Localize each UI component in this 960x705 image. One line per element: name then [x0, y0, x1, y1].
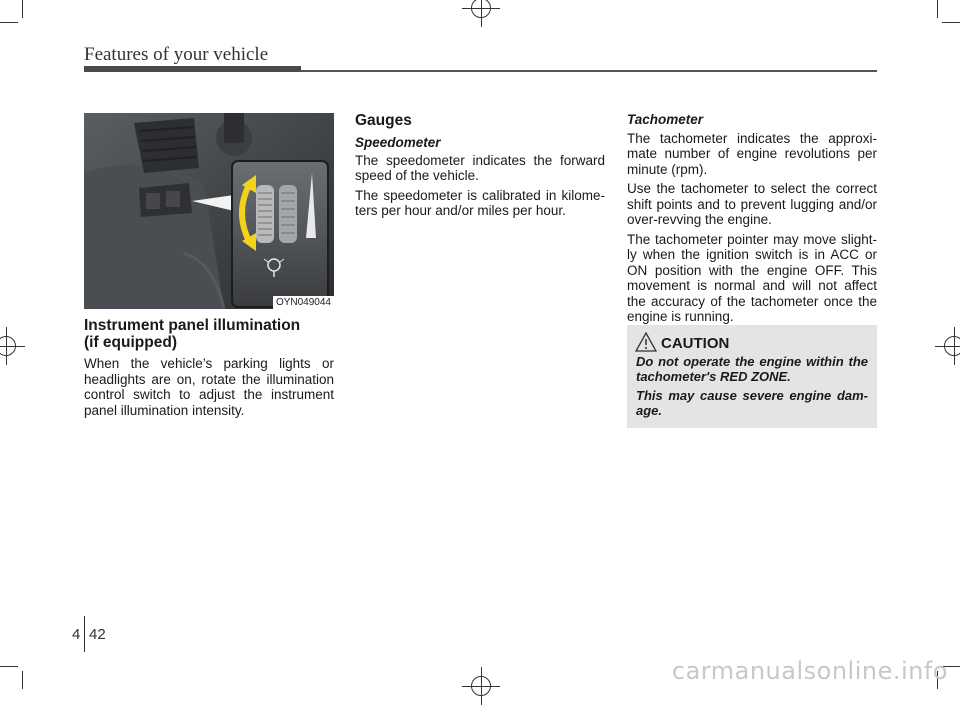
chapter-number: 4 [72, 626, 81, 643]
speedometer-paragraph-1: The speedometer indicates the forward speed of the vehicle. [355, 152, 605, 183]
crop-mark [0, 22, 18, 23]
gauges-section [355, 112, 605, 223]
caution-body [636, 354, 868, 422]
figure-code: OYN049044 [273, 296, 334, 309]
caution-title: CAUTION [661, 335, 730, 352]
caution-box [627, 325, 877, 428]
tachometer-paragraph-2: Use the tachometer to select the correct shift points and to prevent lugging and/or over-revving the engine. [627, 181, 877, 227]
illumination-switch-illustration [84, 113, 334, 309]
illumination-paragraph: When the vehicle’s parking lights or headlights are on, rotate the illumination control switch to adjust the instrument panel illumination intensity. [84, 356, 334, 418]
registration-mark [471, 0, 491, 18]
gauges-heading: Gauges [355, 112, 412, 129]
crop-mark [22, 671, 23, 689]
tachometer-paragraph-1: The tachometer indicates the approxi-mate number of engine revolutions per minute (rpm). [627, 130, 877, 177]
caution-line-2: This may cause severe engine dam-age. [636, 388, 868, 418]
crop-mark [0, 666, 18, 667]
header-rule-accent [84, 66, 301, 72]
dashboard-figure [84, 113, 334, 309]
watermark: carmanualsonline.info [671, 657, 948, 685]
crop-mark [937, 0, 938, 18]
speedometer-paragraph-2: The speedometer is calibrated in kilome-ters per hour and/or miles per hour. [355, 187, 605, 218]
crop-mark [942, 22, 960, 23]
registration-mark [0, 336, 16, 356]
crop-mark [22, 0, 23, 18]
tachometer-paragraph-3: The tachometer pointer may move slight-ly when the ignition switch is in ACC or ON position with the engine OFF. This movement is normal and will not affect the accuracy of the tachometer once the engine is running. [627, 231, 877, 324]
tachometer-subheading: Tachometer [627, 112, 704, 127]
registration-mark [471, 676, 491, 696]
illumination-section [84, 317, 334, 422]
page-divider [84, 616, 85, 652]
illumination-heading-line2: (if equipped) [84, 334, 177, 351]
caution-line-1: Do not operate the engine within the tachometer's RED ZONE. [636, 354, 868, 384]
speedometer-subheading: Speedometer [355, 135, 441, 150]
illumination-heading-line1: Instrument panel illumination [84, 317, 301, 334]
page-number: 42 [89, 626, 106, 643]
registration-mark [944, 336, 960, 356]
tachometer-section [627, 112, 877, 329]
section-title: Features of your vehicle [84, 44, 269, 65]
